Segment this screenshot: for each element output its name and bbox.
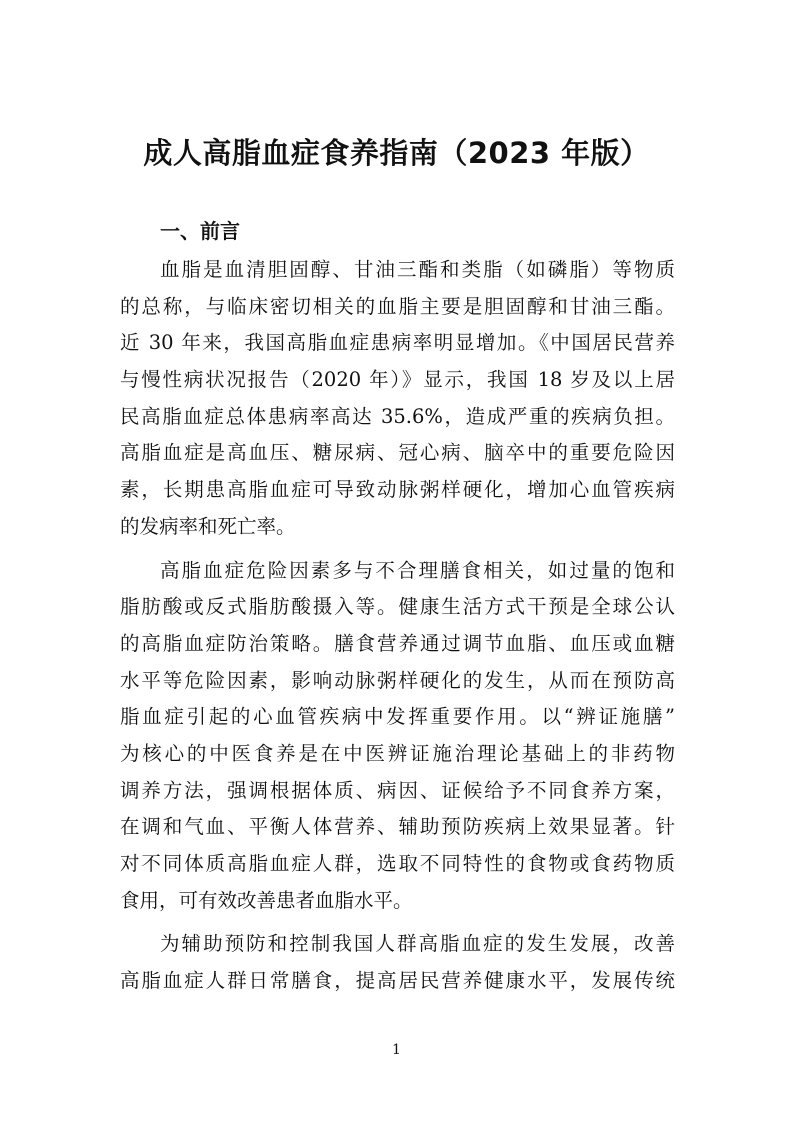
text-line: 食用，可有效改善患者血脂水平。 [120, 888, 413, 912]
paragraph [120, 553, 675, 920]
text-line: 脂肪酸或反式脂肪酸摄入等。健康生活方式干预是全球公认 [120, 595, 675, 619]
text-line: 为核心的中医食养是在中医辨证施治理论基础上的非药物 [120, 741, 675, 765]
section-heading: 一、前言 [160, 219, 240, 243]
text-line: 对不同体质高脂血症人群，选取不同特性的食物或食药物质 [120, 852, 675, 875]
body-text [120, 252, 675, 1000]
page-number: 1 [392, 1042, 401, 1058]
text-line: 民高脂血症总体患病率高达 35.6%，造成严重的疾病负担。 [120, 404, 675, 428]
text-line: 水平等危险因素，影响动脉粥样硬化的发生，从而在预防高 [120, 668, 675, 692]
paragraph [120, 926, 675, 999]
page-title: 成人高脂血症食养指南（2023 年版） [143, 136, 650, 170]
text-line: 素，长期患高脂血症可导致动脉粥样硬化，增加心血管疾病 [120, 478, 675, 502]
text-line: 的高脂血症防治策略。膳食营养通过调节血脂、血压或血糖 [120, 631, 675, 655]
text-line: 为辅助预防和控制我国人群高脂血症的发生发展，改善 [160, 932, 675, 956]
text-line: 与慢性病状况报告（2020 年）》显示，我国 18 岁及以上居 [120, 368, 675, 392]
text-line: 的发病率和死亡率。 [120, 514, 296, 538]
text-line: 脂血症引起的心血管疾病中发挥重要作用。以“辨证施膳” [120, 705, 675, 729]
text-line: 调养方法，强调根据体质、病因、证候给予不同食养方案， [120, 778, 675, 802]
text-line: 的总称，与临床密切相关的血脂主要是胆固醇和甘油三酯。 [120, 294, 675, 318]
text-line: 近 30 年来，我国高脂血症患病率明显增加。《中国居民营养 [120, 331, 675, 355]
text-line: 高脂血症人群日常膳食，提高居民营养健康水平，发展传统 [120, 969, 675, 993]
paragraph [120, 252, 675, 546]
text-line: 在调和气血、平衡人体营养、辅助预防疾病上效果显著。针 [120, 815, 675, 839]
text-line: 血脂是血清胆固醇、甘油三酯和类脂（如磷脂）等物质 [160, 258, 675, 281]
text-line: 高脂血症是高血压、糖尿病、冠心病、脑卒中的重要危险因 [120, 441, 675, 465]
text-line: 高脂血症危险因素多与不合理膳食相关，如过量的饱和 [160, 558, 675, 582]
